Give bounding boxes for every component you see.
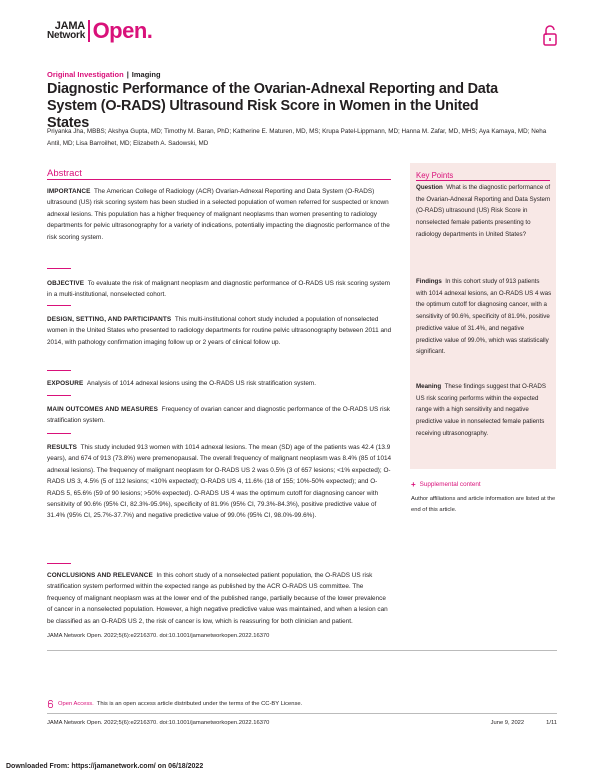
plus-icon: + <box>411 480 416 489</box>
open-access-icon <box>47 700 54 708</box>
abstract-importance <box>47 186 392 243</box>
key-points-box <box>410 163 556 469</box>
article-type-separator: | <box>126 70 129 79</box>
findings-text: In this cohort study of 913 patients with 1014 adnexal lesions, an O-RADS US 4 was the optimum cutoff for diagnosing cancer, with a sensitivity of 90.6%, specificity of 81.9%, positive predictive value of 31.4%, and negative predictive value of 99.0%, which was statistically significant. <box>416 278 552 356</box>
section-divider <box>47 370 71 371</box>
question-label: Question <box>416 184 443 191</box>
exposure-text: Analysis of 1014 adnexal lesions using the O-RADS US risk stratification system. <box>86 380 316 387</box>
article-section: Imaging <box>131 70 161 79</box>
supplemental-label: Supplemental content <box>419 481 481 488</box>
logo-open-text: Open. <box>92 18 153 43</box>
citation: JAMA Network Open. 2022;5(6):e2216370. doi:10.1001/jamanetworkopen.2022.16370 <box>47 633 270 639</box>
objective-label: OBJECTIVE <box>47 280 85 287</box>
results-label: RESULTS <box>47 444 78 451</box>
outcomes-text: Frequency of ovarian cancer and diagnostic performance of the O-RADS US risk stratification system. <box>47 406 390 425</box>
journal-header <box>47 18 557 54</box>
open-access-link[interactable]: Open Access. <box>58 701 94 707</box>
article-kind: Original Investigation <box>47 70 124 79</box>
citation-rule <box>47 650 557 651</box>
page-number: 1/11 <box>546 720 557 726</box>
open-access-text: This is an open access article distributed under the terms of the CC-BY License. <box>96 701 303 707</box>
logo-line2: Network <box>47 30 86 41</box>
abstract-results <box>47 442 392 522</box>
logo-divider <box>88 20 90 42</box>
footer-rule <box>47 713 557 714</box>
meaning-label: Meaning <box>416 383 442 390</box>
conclusions-text: In this cohort study of a nonselected patient population, the O-RADS US risk stratification system performed within the expected range as published by the ACR O-RADS US committee. The frequency of malignant neoplasm was at the lower end of the published range, partially because of the lower prevalence of cancer in a nonselected population. However, a high negative predictive value was maintained, and when a lesion can be classified as an O-RADS US 2, the risk of cancer is low, which is reassuring for both clinician and patient. <box>47 572 388 625</box>
importance-label: IMPORTANCE <box>47 188 91 195</box>
objective-text: To evaluate the risk of malignant neoplasm and diagnostic performance of O-RADS US risk scoring system in a multi-institutional, nonselected cohort. <box>47 280 390 299</box>
findings-label: Findings <box>416 278 442 285</box>
conclusions-label: CONCLUSIONS AND RELEVANCE <box>47 572 153 579</box>
question-text: What is the diagnostic performance of the Ovarian-Adnexal Reporting and Data System (O-RADS) ultrasound (US) Risk Score in nonselected female patients presenting to radiology departments in United States? <box>416 184 551 238</box>
footer-date: June 9, 2022 <box>490 720 525 726</box>
key-point-meaning <box>416 381 552 440</box>
section-divider <box>47 395 71 396</box>
affiliations-note: Author affiliations and article information are listed at the end of this article. <box>411 496 556 513</box>
abstract-rule <box>47 179 391 180</box>
article-title: Diagnostic Performance of the Ovarian-Adnexal Reporting and Data System (O-RADS) Ultrasound Risk Score in Women in the United States <box>47 81 498 131</box>
section-divider <box>47 305 71 306</box>
author-list: Priyanka Jha, MBBS; Akshya Gupta, MD; Timothy M. Baran, PhD; Katherine E. Maturen, MD, MS; Krupa Patel-Lippmann, MD; Hanna M. Zafar, MD, MHS; Aya Kamaya, MD; Neha Antil, MD; Lisa Barroilhet, MD; Elizabeth A. Sadowski, MD <box>47 128 547 147</box>
abstract-outcomes <box>47 404 392 427</box>
design-text: This multi-institutional cohort study included a population of nonselected women in the United States who presented to radiology departments for routine pelvic ultrasonography between 2011 and 2014, with pathology confirmation imaging follow up or 2 years of clinical follow up. <box>47 316 392 346</box>
section-divider <box>47 268 71 269</box>
journal-logo[interactable] <box>47 18 152 44</box>
abstract-heading: Abstract <box>47 168 82 179</box>
page-footer <box>47 720 557 726</box>
logo-line1: JAMA <box>54 20 86 32</box>
exposure-label: EXPOSURE <box>47 380 84 387</box>
key-points-heading: Key Points <box>416 171 454 180</box>
section-divider <box>47 433 71 434</box>
importance-text: The American College of Radiology (ACR) Ovarian-Adnexal Reporting and Data System (O-RADS) ultrasound (US) risk scoring system has been studied in a selected population of women referred for suspected or known adnexal lesions. This population has a higher frequency of malignant neoplasms than women presenting to radiology departments for pelvic ultrasonography for a variety of indications, potentially impacting the diagnostic performance of the risk scoring system. <box>47 188 390 241</box>
download-stamp: Downloaded From: https://jamanetwork.com/ on 06/18/2022 <box>6 763 204 770</box>
supplemental-content-link[interactable] <box>411 480 481 489</box>
key-point-findings <box>416 276 552 358</box>
design-label: DESIGN, SETTING, AND PARTICIPANTS <box>47 316 172 323</box>
logo-wordmark <box>47 21 85 41</box>
key-points-rule <box>416 180 550 181</box>
open-lock-icon <box>543 24 557 46</box>
footer-right <box>491 720 557 726</box>
abstract-exposure <box>47 378 392 389</box>
open-access-notice <box>47 700 302 708</box>
abstract-objective <box>47 278 392 301</box>
footer-citation: JAMA Network Open. 2022;5(6):e2216370. doi:10.1001/jamanetworkopen.2022.16370 <box>47 720 270 726</box>
outcomes-label: MAIN OUTCOMES AND MEASURES <box>47 406 159 413</box>
meaning-text: These findings suggest that O-RADS US risk scoring performs within the expected range with a high sensitivity and negative predictive value in nonselected female patients receiving ultrasonography. <box>416 383 547 437</box>
article-type <box>47 70 161 79</box>
key-point-question <box>416 182 552 241</box>
abstract-design <box>47 314 392 348</box>
results-text: This study included 913 women with 1014 adnexal lesions. The mean (SD) age of the patients was 42.4 (13.9 years), and 674 of 913 (73.8%) were premenopausal. The overall frequency of malignant neoplasm was 8.4% (85 of 1014 adnexal lesions). The frequency of malignant neoplasm for O-RADS US 2 was 0.5% (3 of 657 lesions; <1% expected); O-RADS US 3, 4.5% (5 of 112 lesions; <10% expected); O-RADS US 4, 11.6% (18 of 155; 10%-50% expected); and O-RADS 5, 65.6% (59 of 90 lesions; >50% expected). O-RADS US 4 was the optimum cutoff for diagnosing cancer with sensitivity of 90.6% (95% CI, 82.3%-95.9%), specificity of 81.9% (95% CI, 79.3%-84.3%), positive predictive value of 31.4% (95% CI, 25.7%-37.7%) and negative predictive value of 99.0% (95% CI, 98.0%-99.6%). <box>47 444 392 520</box>
section-divider <box>47 563 71 564</box>
abstract-conclusions <box>47 570 392 627</box>
